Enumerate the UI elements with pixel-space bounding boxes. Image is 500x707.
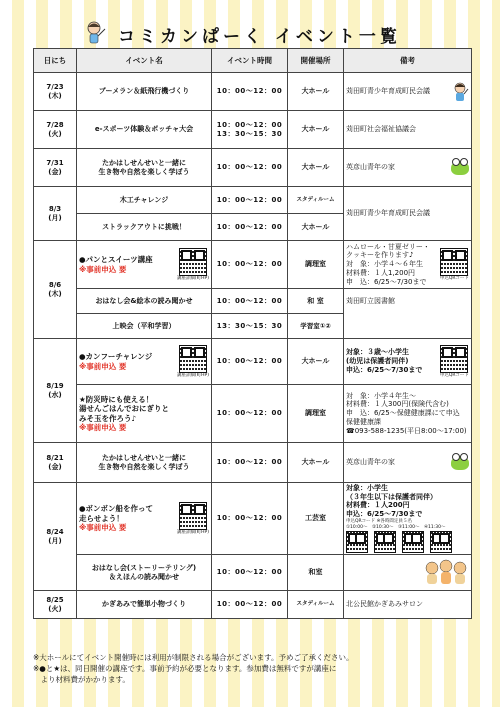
event-note <box>344 483 472 555</box>
qr-code-icon[interactable] <box>440 345 468 373</box>
event-place: 和室 <box>288 555 344 591</box>
event-time: 10：00～12：00 <box>212 214 288 241</box>
event-name: たかはしせんせいと一緒に 生き物や自然を楽しく学ぼう <box>77 149 212 187</box>
qr-code-icon[interactable] <box>430 531 452 553</box>
event-note <box>344 73 472 111</box>
note-text: 対象：小学生 （３年生以下は保護者同伴） 材料費：１人200円 申込：6/25～7/30まで <box>346 483 437 519</box>
event-time: 13：30～15：30 <box>212 314 288 339</box>
event-note: 対 象：小学４年生～ 材料費：１人300円(保険代含む) 申 込：6/25～保健健康課にて申込 保健健康課 ☎093-588-1235(平日8:00～17:00) <box>344 385 472 443</box>
note-text: 英彦山青年の家 <box>346 163 395 172</box>
character-group-icon <box>423 556 469 586</box>
header-event-name: イベント名 <box>77 49 212 73</box>
qr-code-icon[interactable] <box>346 531 368 553</box>
table-row <box>34 385 472 443</box>
event-place: 大ホール <box>288 214 344 241</box>
footnote-line: ※大ホールにてイベント開催時には利用が制限される場合がございます。予めご了承ください。 <box>33 653 354 662</box>
event-note: 北公民館かぎあみサロン <box>344 591 472 619</box>
event-place: 調理室 <box>288 385 344 443</box>
event-date: 7/28 (火) <box>34 111 77 149</box>
event-name: かぎあみで簡単小物づくり <box>77 591 212 619</box>
event-note <box>344 339 472 385</box>
qr-caption: 講座詳細(町HP) <box>176 529 209 535</box>
event-time: 10：00～12：00 <box>212 289 288 314</box>
reservation-required: ※事前申込 要 <box>79 361 127 371</box>
event-name-cell <box>77 241 212 289</box>
event-time: 10：00～12：00 <box>212 385 288 443</box>
event-time: 10：00～12：00 <box>212 241 288 289</box>
event-name: ブーメラン＆紙飛行機づくり <box>77 73 212 111</box>
footnote-line: より材料費がかかります。 <box>33 674 130 684</box>
event-name-cell <box>77 483 212 555</box>
footnotes <box>33 653 473 686</box>
event-place: スタディルーム <box>288 591 344 619</box>
event-time: 10：00～12：00 <box>212 339 288 385</box>
event-name: ●カンフーチャレンジ <box>79 352 153 362</box>
frog-icon <box>451 456 469 470</box>
qr-caption: 申込QRコード <box>439 372 469 378</box>
note-qr-caption: 申込QRコード ※各時間定員５名 ①10:00～ ②10:30～ ③11:00～ ④11:30～ <box>346 518 446 530</box>
event-name: e-スポーツ体験＆ボッチャ大会 <box>77 111 212 149</box>
table-row <box>34 591 472 619</box>
note-text: 英彦山青年の家 <box>346 458 395 467</box>
qr-caption: 申込QRコード <box>439 275 469 281</box>
table-row <box>34 483 472 555</box>
table-row <box>34 443 472 483</box>
event-note <box>344 149 472 187</box>
boy-waving-icon <box>451 82 469 102</box>
event-time: 10：00～12：00 <box>212 149 288 187</box>
event-time: 10：00～12：00 <box>212 591 288 619</box>
event-place: 和 室 <box>288 289 344 314</box>
event-note: 苅田町立図書館 <box>344 289 472 339</box>
table-row <box>34 555 472 591</box>
table-row <box>34 187 472 214</box>
qr-code-icon[interactable] <box>179 345 207 373</box>
qr-code-icon[interactable] <box>374 531 396 553</box>
event-date: 8/6 (木) <box>34 241 77 339</box>
note-text: ハムロール・甘夏ゼリー・ クッキーを作ります♪ 対 象：小学４～６年生 材料費：１人1,200円 申 込：6/25～7/30まで <box>346 242 430 286</box>
event-note: 苅田町青少年育成町民会議 <box>344 187 472 241</box>
header-date: 日にち <box>34 49 77 73</box>
event-name: ●パンとスイーツ講座 <box>79 255 153 265</box>
table-row <box>34 149 472 187</box>
table-row <box>34 339 472 385</box>
table-header-row <box>34 49 472 73</box>
event-name: 木工チャレンジ <box>77 187 212 214</box>
event-place: 学習室①② <box>288 314 344 339</box>
qr-code-icon[interactable] <box>440 248 468 276</box>
table-row <box>34 73 472 111</box>
event-time: 10：00～12：00 <box>212 555 288 591</box>
event-date: 8/25 (火) <box>34 591 77 619</box>
event-place: 調理室 <box>288 241 344 289</box>
event-name: ストラックアウトに挑戦！ <box>77 214 212 241</box>
event-note: 苅田町社会福祉協議会 <box>344 111 472 149</box>
frog-icon <box>451 161 469 175</box>
event-name: ●ボンボン船を作って 走らせよう！ <box>79 504 154 523</box>
reservation-required: ※事前申込 要 <box>79 264 127 274</box>
event-place: 大ホール <box>288 149 344 187</box>
event-note <box>344 555 472 591</box>
event-time: 10：00～12：00 <box>212 73 288 111</box>
event-time: 10：00～12：00 <box>212 483 288 555</box>
event-time: 10：00～12：00 <box>212 187 288 214</box>
table-row <box>34 241 472 289</box>
footnote-line: ※●と★は、同日開催の講座です。事前予約が必要となります。参加費は無料ですが講座に <box>33 663 337 673</box>
table-row <box>34 111 472 149</box>
event-date: 8/21 (金) <box>34 443 77 483</box>
event-name-cell <box>77 339 212 385</box>
event-name: 上映会（平和学習） <box>77 314 212 339</box>
header-venue: 開催場所 <box>288 49 344 73</box>
qr-code-icon[interactable] <box>179 248 207 276</box>
mascot-icon <box>84 20 108 46</box>
event-note <box>344 241 472 289</box>
event-place: 大ホール <box>288 443 344 483</box>
event-name: ★防災時にも使える！ 湯せんごはんでおにぎりと みそ玉を作ろう♪ <box>79 394 169 423</box>
note-text: 苅田町青少年育成町民会議 <box>346 87 430 96</box>
event-name-cell <box>77 385 212 443</box>
qr-caption: 講座詳細(町HP) <box>176 275 209 281</box>
event-time: 10：00～12：00 13：30～15：30 <box>212 111 288 149</box>
reservation-required: ※事前申込 要 <box>79 422 127 432</box>
event-place: スタディルーム <box>288 187 344 214</box>
event-name: おはなし会(ストーリーテリング) ＆えほんの読み聞かせ <box>77 555 212 591</box>
event-name: おはなし会&絵本の読み聞かせ <box>77 289 212 314</box>
note-text: 対象：３歳～小学生 (幼児は保護者同伴) 申込：6/25～7/30まで <box>346 348 423 374</box>
event-place: 大ホール <box>288 111 344 149</box>
header-event-time: イベント時間 <box>212 49 288 73</box>
event-date: 8/24 (月) <box>34 483 77 591</box>
event-time: 10：00～12：00 <box>212 443 288 483</box>
qr-code-group <box>346 531 469 553</box>
event-note <box>344 443 472 483</box>
event-name: たかはしせんせいと一緒に 生き物や自然を楽しく学ぼう <box>77 443 212 483</box>
header-remarks: 備考 <box>344 49 472 73</box>
event-date: 7/23 (木) <box>34 73 77 111</box>
qr-caption: 講座詳細(町HP) <box>176 372 209 378</box>
page-title: コミカンぱーく イベント一覧 <box>118 27 401 47</box>
event-date: 8/19 (水) <box>34 339 77 443</box>
qr-code-icon[interactable] <box>402 531 424 553</box>
qr-code-icon[interactable] <box>179 502 207 530</box>
event-date: 7/31 (金) <box>34 149 77 187</box>
reservation-required: ※事前申込 要 <box>79 523 127 533</box>
event-place: 大ホール <box>288 73 344 111</box>
event-table <box>33 48 472 619</box>
event-place: 工芸室 <box>288 483 344 555</box>
event-place: 大ホール <box>288 339 344 385</box>
event-date: 8/3 (月) <box>34 187 77 241</box>
table-row <box>34 289 472 314</box>
